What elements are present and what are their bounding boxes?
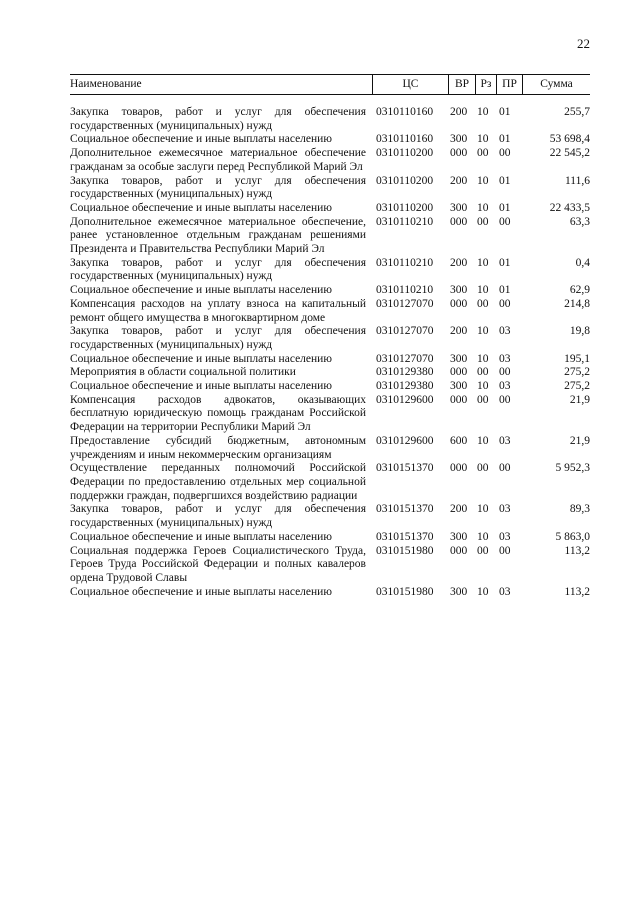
cell-rz: 10 xyxy=(477,352,489,365)
cell-pr: 01 xyxy=(499,284,511,297)
table-row xyxy=(70,284,590,298)
header-name: Наименование xyxy=(70,78,142,90)
cell-name: Закупка товаров, работ и услуг для обеспечения государственных (муниципальных) нужд xyxy=(70,256,366,283)
cell-pr: 01 xyxy=(499,106,511,118)
table-row xyxy=(70,394,590,435)
cell-sum: 214,8 xyxy=(564,297,590,310)
header-cs: ЦС xyxy=(372,75,448,94)
cell-sum: 0,4 xyxy=(575,256,590,269)
cell-name: Дополнительное ежемесячное материальное обеспечение, ранее установленное отдельным гражданам решениями Президента и Правительства Республики Марий Эл xyxy=(70,215,366,256)
cell-pr: 01 xyxy=(499,256,511,269)
cell-pr: 03 xyxy=(499,530,511,543)
cell-cs: 0310151370 xyxy=(376,462,434,475)
table-row xyxy=(70,545,590,586)
cell-name: Закупка товаров, работ и услуг для обеспечения государственных (муниципальных) нужд xyxy=(70,106,366,132)
table-header xyxy=(70,74,590,95)
cell-sum: 195,1 xyxy=(564,352,590,365)
cell-pr: 00 xyxy=(499,544,511,557)
cell-vr: 300 xyxy=(450,585,468,598)
cell-rz: 00 xyxy=(477,393,489,406)
cell-cs: 0310110210 xyxy=(376,256,434,269)
cell-sum: 53 698,4 xyxy=(549,133,590,146)
cell-vr: 600 xyxy=(450,434,468,447)
cell-name: Социальное обеспечение и иные выплаты населению xyxy=(70,530,332,543)
cell-sum: 275,2 xyxy=(564,380,590,393)
cell-vr: 000 xyxy=(450,297,468,310)
cell-sum: 21,9 xyxy=(569,434,590,447)
table-row xyxy=(70,435,590,462)
cell-cs: 0310110160 xyxy=(376,106,434,118)
cell-rz: 10 xyxy=(477,284,489,297)
cell-rz: 10 xyxy=(477,201,489,214)
table-row xyxy=(70,175,590,202)
cell-name: Социальное обеспечение и иные выплаты населению xyxy=(70,133,332,146)
cell-sum: 19,8 xyxy=(569,325,590,338)
table-row xyxy=(70,503,590,530)
cell-vr: 300 xyxy=(450,380,468,393)
table-row xyxy=(70,380,590,394)
cell-name: Закупка товаров, работ и услуг для обеспечения государственных (муниципальных) нужд xyxy=(70,503,366,530)
cell-sum: 255,7 xyxy=(564,106,590,118)
cell-name: Предоставление субсидий бюджетным, автономным учреждениям и иным некоммерческим организациям xyxy=(70,434,366,461)
cell-sum: 22 545,2 xyxy=(549,147,590,160)
cell-pr: 00 xyxy=(499,297,511,310)
cell-vr: 000 xyxy=(450,147,468,160)
cell-rz: 00 xyxy=(477,147,489,160)
cell-sum: 5 863,0 xyxy=(555,530,590,543)
cell-vr: 300 xyxy=(450,530,468,543)
cell-rz: 10 xyxy=(477,380,489,393)
cell-cs: 0310110200 xyxy=(376,147,434,160)
cell-vr: 200 xyxy=(450,174,468,187)
cell-vr: 200 xyxy=(450,106,468,118)
header-pr: ПР xyxy=(496,75,522,94)
cell-rz: 00 xyxy=(477,215,489,228)
cell-pr: 03 xyxy=(499,585,511,598)
cell-sum: 5 952,3 xyxy=(555,462,590,475)
cell-vr: 200 xyxy=(450,503,468,516)
cell-rz: 00 xyxy=(477,297,489,310)
cell-rz: 10 xyxy=(477,434,489,447)
cell-cs: 0310110200 xyxy=(376,201,434,214)
table-row xyxy=(70,216,590,257)
cell-rz: 10 xyxy=(477,174,489,187)
cell-vr: 200 xyxy=(450,256,468,269)
cell-sum: 89,3 xyxy=(569,503,590,516)
cell-pr: 00 xyxy=(499,462,511,475)
cell-name: Социальное обеспечение и иные выплаты населению xyxy=(70,352,332,365)
budget-table xyxy=(70,74,590,599)
cell-cs: 0310151980 xyxy=(376,585,434,598)
header-rz: Рз xyxy=(475,75,496,94)
table-row xyxy=(70,586,590,600)
cell-cs: 0310127070 xyxy=(376,325,434,338)
table-row xyxy=(70,147,590,174)
cell-vr: 000 xyxy=(450,393,468,406)
table-row xyxy=(70,325,590,352)
cell-sum: 113,2 xyxy=(564,585,590,598)
cell-pr: 03 xyxy=(499,352,511,365)
cell-sum: 22 433,5 xyxy=(549,201,590,214)
header-vr: ВР xyxy=(448,75,475,94)
cell-name: Компенсация расходов на уплату взноса на капитальный ремонт общего имущества в многоквартирном доме xyxy=(70,297,366,324)
cell-sum: 21,9 xyxy=(569,393,590,406)
cell-cs: 0310151980 xyxy=(376,544,434,557)
cell-name: Закупка товаров, работ и услуг для обеспечения государственных (муниципальных) нужд xyxy=(70,325,366,351)
page-number: 22 xyxy=(577,36,590,51)
cell-pr: 01 xyxy=(499,174,511,187)
table-row xyxy=(70,133,590,147)
cell-cs: 0310129380 xyxy=(376,380,434,393)
cell-name: Осуществление переданных полномочий Российской Федерации по предоставлению отдельных мер социальной поддержки граждан, подвергшихся воздействию радиации xyxy=(70,462,366,502)
cell-pr: 03 xyxy=(499,434,511,447)
cell-vr: 000 xyxy=(450,215,468,228)
cell-sum: 62,9 xyxy=(569,284,590,297)
table-row xyxy=(70,298,590,325)
cell-vr: 000 xyxy=(450,366,468,379)
table-row xyxy=(70,353,590,367)
cell-cs: 0310110210 xyxy=(376,215,434,228)
header-sum: Сумма xyxy=(522,75,590,94)
table-row xyxy=(70,202,590,216)
cell-pr: 03 xyxy=(499,325,511,338)
cell-pr: 00 xyxy=(499,366,511,379)
cell-rz: 10 xyxy=(477,325,489,338)
cell-rz: 10 xyxy=(477,106,489,118)
cell-pr: 00 xyxy=(499,147,511,160)
cell-pr: 00 xyxy=(499,215,511,228)
cell-vr: 300 xyxy=(450,133,468,146)
cell-pr: 03 xyxy=(499,380,511,393)
cell-sum: 275,2 xyxy=(564,366,590,379)
cell-name: Мероприятия в области социальной политики xyxy=(70,366,296,379)
cell-cs: 0310129600 xyxy=(376,393,434,406)
cell-cs: 0310129600 xyxy=(376,434,434,447)
cell-cs: 0310151370 xyxy=(376,530,434,543)
cell-rz: 10 xyxy=(477,256,489,269)
cell-cs: 0310151370 xyxy=(376,503,434,516)
cell-name: Социальное обеспечение и иные выплаты населению xyxy=(70,284,332,297)
cell-pr: 00 xyxy=(499,393,511,406)
cell-vr: 300 xyxy=(450,352,468,365)
cell-cs: 0310127070 xyxy=(376,352,434,365)
cell-rz: 10 xyxy=(477,133,489,146)
cell-rz: 00 xyxy=(477,462,489,475)
cell-name: Социальная поддержка Героев Социалистического Труда, Героев Труда Российской Федерации и полных кавалеров ордена Трудовой Славы xyxy=(70,544,366,584)
cell-sum: 113,2 xyxy=(564,544,590,557)
cell-sum: 63,3 xyxy=(569,215,590,228)
cell-vr: 200 xyxy=(450,325,468,338)
cell-name: Компенсация расходов адвокатов, оказывающих бесплатную юридическую помощь гражданам Российской Федерации на территории Республики Марий Эл xyxy=(70,393,366,434)
cell-cs: 0310129380 xyxy=(376,366,434,379)
cell-name: Социальное обеспечение и иные выплаты населению xyxy=(70,585,332,598)
cell-vr: 000 xyxy=(450,544,468,557)
table-row xyxy=(70,366,590,380)
cell-cs: 0310110210 xyxy=(376,284,434,297)
cell-pr: 01 xyxy=(499,201,511,214)
cell-vr: 300 xyxy=(450,284,468,297)
table-row xyxy=(70,462,590,503)
table-row xyxy=(70,257,590,284)
cell-name: Дополнительное ежемесячное материальное обеспечение гражданам за особые заслуги перед Республикой Марий Эл xyxy=(70,147,366,173)
cell-pr: 01 xyxy=(499,133,511,146)
table-row xyxy=(70,106,590,133)
cell-rz: 10 xyxy=(477,530,489,543)
table-body xyxy=(70,95,590,599)
cell-rz: 00 xyxy=(477,544,489,557)
cell-name: Социальное обеспечение и иные выплаты населению xyxy=(70,380,332,393)
cell-rz: 10 xyxy=(477,585,489,598)
cell-vr: 300 xyxy=(450,201,468,214)
cell-cs: 0310110200 xyxy=(376,174,434,187)
cell-name: Социальное обеспечение и иные выплаты населению xyxy=(70,201,332,214)
cell-vr: 000 xyxy=(450,462,468,475)
cell-rz: 00 xyxy=(477,366,489,379)
cell-name: Закупка товаров, работ и услуг для обеспечения государственных (муниципальных) нужд xyxy=(70,174,366,201)
cell-pr: 03 xyxy=(499,503,511,516)
cell-rz: 10 xyxy=(477,503,489,516)
cell-cs: 0310127070 xyxy=(376,297,434,310)
cell-cs: 0310110160 xyxy=(376,133,434,146)
cell-sum: 111,6 xyxy=(564,174,590,187)
table-row xyxy=(70,531,590,545)
